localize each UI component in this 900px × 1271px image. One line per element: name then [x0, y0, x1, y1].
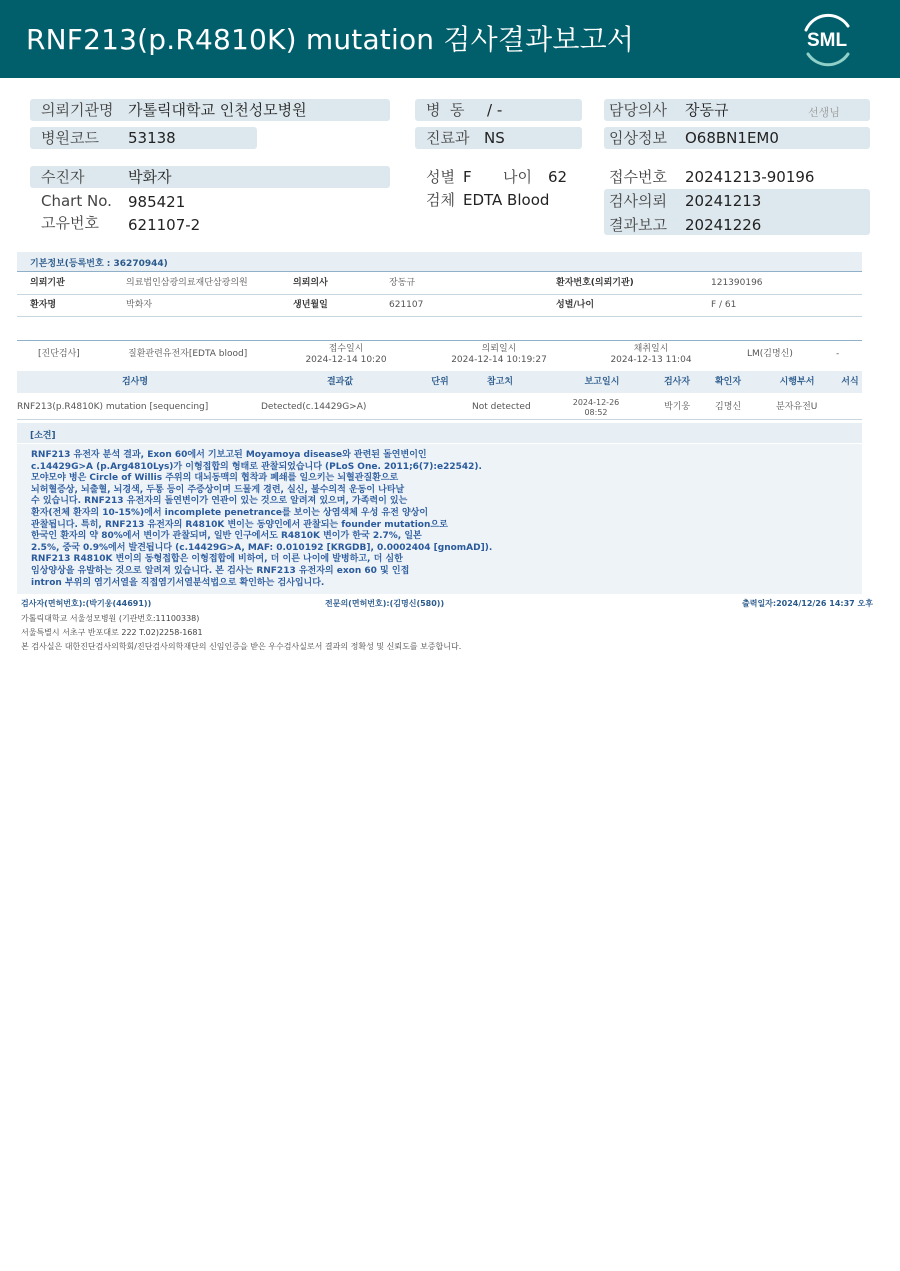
basic-value: F / 61 [711, 300, 737, 310]
basic-label: 성별/나이 [556, 300, 595, 310]
col-header: 검사명 [121, 377, 149, 387]
report-title: RNF213(p.R4810K) mutation 검사결과보고서 [26, 23, 635, 56]
specimen-label: 검체 [426, 191, 455, 209]
lm-name: LM(김명신) [747, 349, 793, 359]
divider [17, 316, 862, 317]
comment-title-bar [17, 423, 862, 443]
basic-value: 의료법인삼광의료재단삼광의원 [126, 278, 248, 288]
comment-title: [소견] [30, 431, 56, 441]
ward-label: 병 동 [426, 101, 465, 119]
comment-line: 한국인 환자의 약 80%에서 변이가 관찰되며, 일반 인구에서도 R4810K 변이가 한국 2.7%, 일본 [31, 531, 422, 542]
dept-name: 분자유전U [776, 402, 818, 412]
col-header: 참고치 [486, 377, 514, 387]
comment-line: 수 있습니다. RNF213 유전자의 돌연변이가 연관이 있는 것으로 알려져 있으며, 가족력이 있는 [31, 496, 408, 507]
sex-value: F [463, 168, 472, 186]
clinical-label: 임상정보 [609, 129, 667, 147]
clinical-value: O68BN1EM0 [685, 129, 779, 147]
test-name: RNF213(p.R4810K) mutation [sequencing] [17, 402, 209, 412]
comment-line: intron 부위의 염기서열을 직접염기서열분석법으로 확인하는 검사입니다. [31, 577, 325, 588]
comment-line: 관찰됩니다. 특히, RNF213 유전자의 R4810K 변이는 동양인에서 관찰되는 founder mutation으로 [31, 519, 448, 530]
col-header: 결과값 [326, 377, 354, 387]
report-date: 2024-12-26 [572, 398, 620, 407]
institution-value: 가톨릭대학교 인천성모병원 [128, 101, 307, 119]
chart-value: 985421 [128, 193, 186, 211]
test-category-name: 질환관련유전자[EDTA blood] [128, 349, 248, 359]
footer-tester: 검사자(면허번호):(박기웅(44691)) [21, 599, 152, 608]
divider [17, 271, 862, 272]
tester-name: 박기웅 [664, 402, 691, 412]
comment-line: RNF213 R4810K 변이의 동형접합은 이형접합에 비하여, 더 이른 나이에 발병하고, 더 심한 [31, 554, 403, 565]
footer-printed: 출력일자:2024/12/26 14:37 오후 [742, 599, 873, 608]
doctor-value: 장동규 [685, 101, 729, 119]
divider [17, 294, 862, 295]
col-header: 단위 [431, 377, 449, 387]
basic-label: 환자명 [30, 300, 57, 310]
footer-address: 서울특별시 서초구 반포대로 222 T.02)2258-1681 [21, 628, 203, 637]
doctor-suffix: 선생님 [808, 106, 840, 119]
basic-value: 박화자 [126, 300, 153, 310]
request-dt: 2024-12-14 10:19:27 [451, 355, 547, 365]
basic-label: 의뢰의사 [293, 278, 328, 288]
receipt-label: 접수번호 [609, 168, 667, 186]
footer-specialist: 전문의(면허번호):(김명신(580)) [325, 599, 445, 608]
unique-value: 621107-2 [128, 216, 201, 234]
report-date-label: 결과보고 [609, 216, 667, 234]
patient-label: 수진자 [41, 168, 85, 186]
receipt-value: 20241213-90196 [685, 168, 815, 186]
col-header: 시행부서 [779, 377, 815, 387]
confirmer-name: 김명신 [715, 402, 742, 412]
test-reference: Not detected [472, 402, 531, 412]
institution-label: 의뢰기관명 [41, 101, 114, 119]
col-header: 보고일시 [584, 377, 620, 387]
basic-value: 121390196 [711, 278, 763, 288]
specimen-value: EDTA Blood [463, 191, 550, 209]
age-label: 나이 [503, 168, 532, 186]
divider [17, 340, 862, 341]
ward-value: / - [487, 101, 503, 119]
request-value: 20241213 [685, 192, 762, 210]
comment-line: 뇌허혈증상, 뇌출혈, 뇌경색, 두통 등이 주증상이며 드물게 경련, 실신, 불수의적 운동이 나타날 [31, 484, 405, 495]
collect-dt-label: 채취일시 [633, 344, 669, 354]
basic-label: 환자번호(의뢰기관) [556, 278, 634, 288]
basic-info-title: 기본정보(등록번호 : 36270944) [30, 259, 168, 269]
dept-value: NS [484, 129, 505, 147]
hospital-code-value: 53138 [128, 129, 176, 147]
col-header: 검사자 [663, 377, 691, 387]
comment-line: RNF213 유전자 분석 결과, Exon 60에서 기보고된 Moyamoya disease와 관련된 돌연변이인 [31, 450, 427, 460]
comment-line: 모야모야 병은 Circle of Willis 주위의 대뇌동맥의 협착과 폐쇄를 일으키는 뇌혈관질환으로 [31, 473, 399, 484]
col-header: 서식 [841, 377, 859, 387]
comment-line: 임상양상을 유발하는 것으로 알려져 있습니다. 본 검사는 RNF213 유전자의 exon 60 및 인접 [31, 565, 410, 576]
col-header: 확인자 [714, 377, 742, 387]
basic-label: 생년월일 [293, 300, 328, 310]
basic-label: 의뢰기관 [30, 278, 65, 288]
comment-line: 환자(전체 환자의 10-15%)에서 incomplete penetrance를 보이는 상염색체 우성 유전 양상이 [31, 507, 429, 518]
lm-dash: - [836, 349, 840, 359]
basic-value: 장동규 [389, 278, 416, 288]
sex-label: 성별 [426, 168, 455, 186]
hospital-code-label: 병원코드 [41, 129, 99, 147]
patient-value: 박화자 [128, 168, 172, 186]
footer-certification: 본 검사실은 대한진단검사의학회/진단검사의학재단의 신임인증을 받은 우수검사실로서 결과의 정확성 및 신뢰도를 보증합니다. [21, 642, 462, 651]
chart-label: Chart No. [41, 192, 112, 210]
comment-line: 2.5%, 중국 0.9%에서 발견됩니다 (c.14429G>A, MAF: 0.010192 [KRGDB], 0.0002404 [gnomAD]). [31, 542, 493, 553]
doctor-label: 담당의사 [609, 101, 667, 119]
divider [17, 419, 862, 420]
basic-value: 621107 [389, 300, 424, 310]
comment-line: c.14429G>A (p.Arg4810Lys)가 이형접합의 형태로 관찰되었습니다 (PLoS One. 2011;6(7):e22542). [31, 461, 482, 472]
receipt-dt: 2024-12-14 10:20 [305, 355, 387, 365]
svg-text:SML: SML [806, 30, 848, 51]
report-time: 08:52 [584, 408, 608, 417]
request-dt-label: 의뢰일시 [481, 344, 517, 354]
unique-label: 고유번호 [41, 214, 99, 232]
dept-label: 진료과 [426, 129, 470, 147]
receipt-dt-label: 접수일시 [328, 344, 364, 354]
age-value: 62 [548, 168, 568, 186]
sml-logo [796, 10, 858, 68]
test-category: [진단검사] [38, 349, 80, 359]
collect-dt: 2024-12-13 11:04 [610, 355, 692, 365]
comment-body [31, 450, 493, 589]
report-header [0, 0, 900, 78]
request-label: 검사의뢰 [609, 192, 667, 210]
report-date-value: 20241226 [685, 216, 762, 234]
footer-lab-name: 가톨릭대학교 서울성모병원 (기관번호:11100338) [21, 614, 200, 623]
test-result: Detected(c.14429G>A) [261, 402, 367, 412]
